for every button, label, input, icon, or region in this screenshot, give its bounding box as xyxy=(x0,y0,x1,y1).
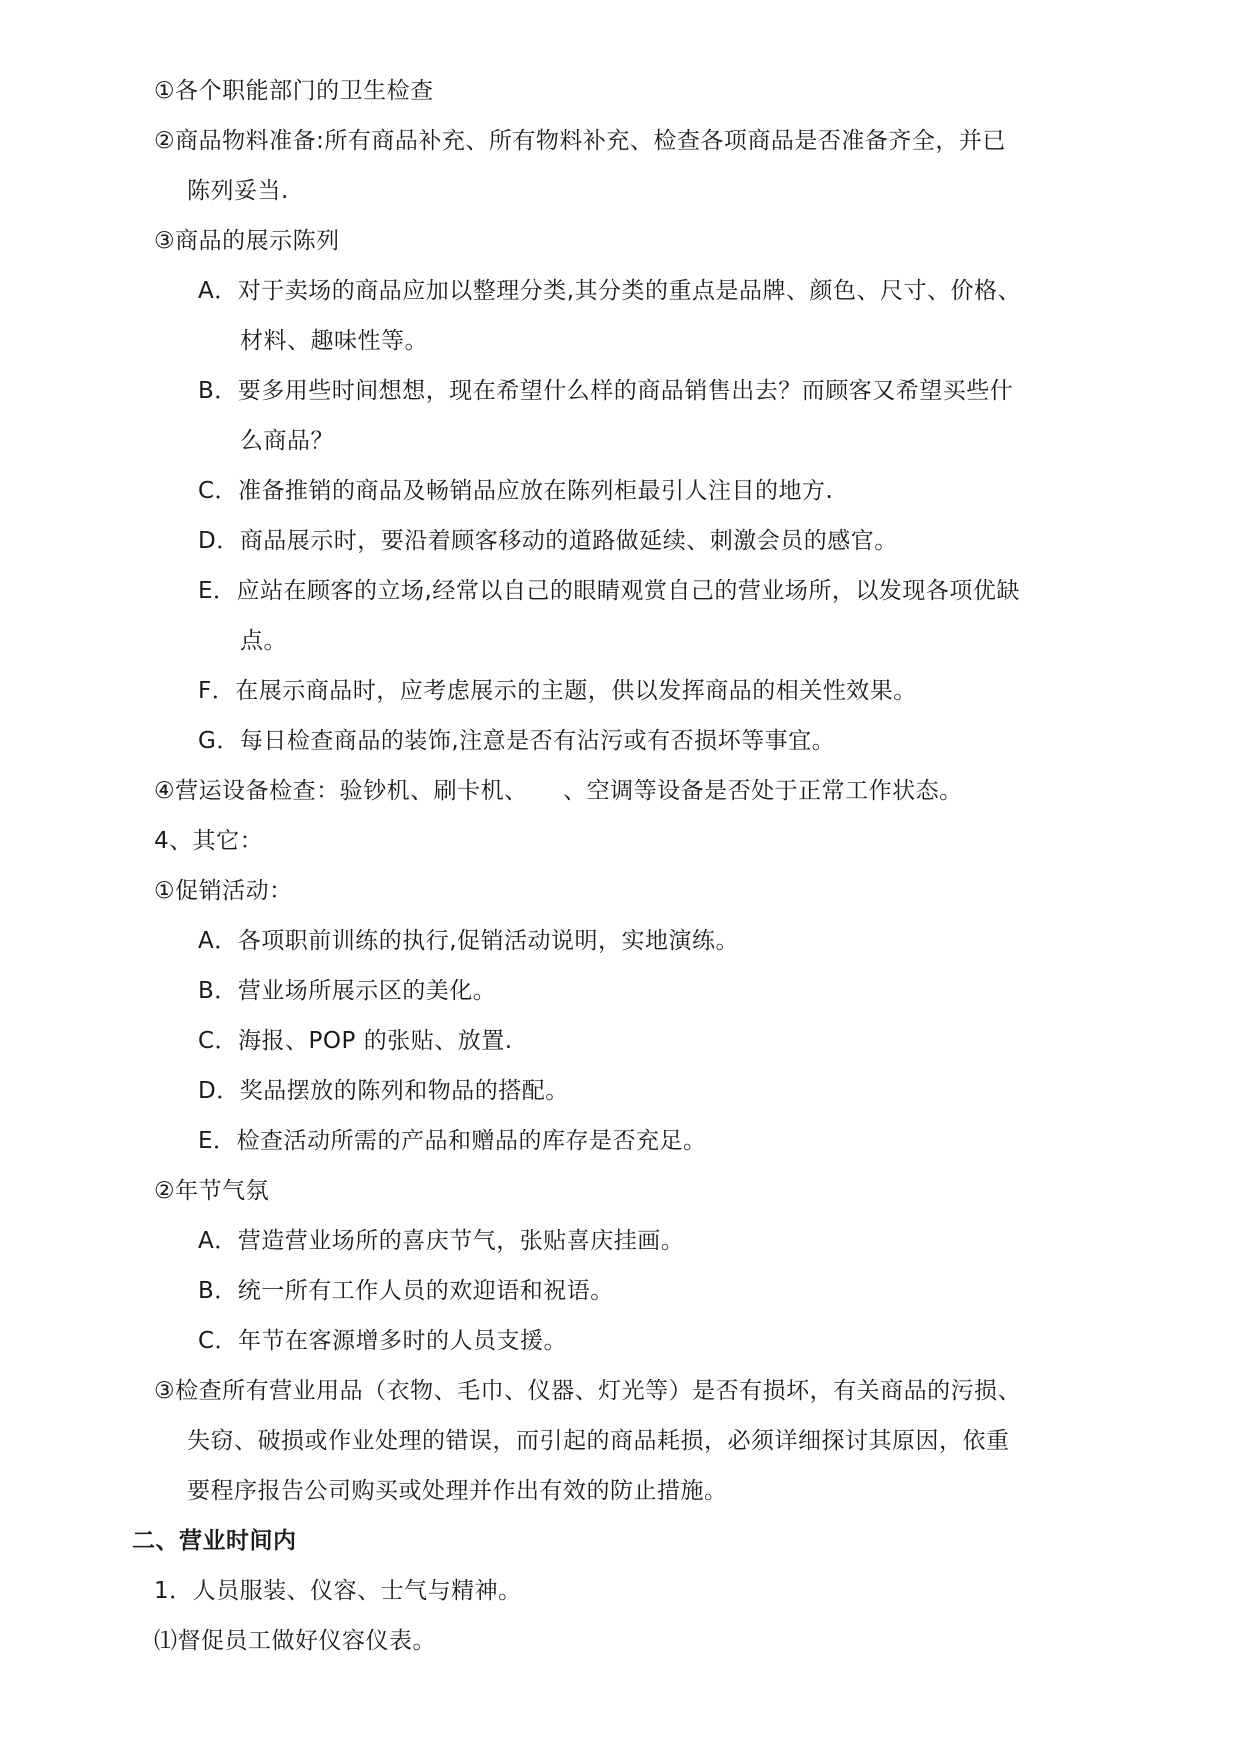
item-supervise-appearance: ⑴督促员工做好仪容仪表。 xyxy=(154,1628,436,1654)
item-festival: ②年节气氛 xyxy=(154,1178,270,1204)
promotion-e: E．检查活动所需的产品和赠品的库存是否充足。 xyxy=(198,1128,707,1154)
item-promotion: ①促销活动： xyxy=(154,878,293,904)
display-d: D．商品展示时，要沿着顾客移动的道路做延续、刺激会员的感官。 xyxy=(198,528,898,554)
item-supplies-check-cont2: 要程序报告公司购买或处理并作出有效的防止措施。 xyxy=(187,1478,728,1504)
display-g: G．每日检查商品的装饰,注意是否有沾污或有否损坏等事宜。 xyxy=(198,728,836,754)
item-display: ③商品的展示陈列 xyxy=(154,228,340,254)
festival-b: B．统一所有工作人员的欢迎语和祝语。 xyxy=(198,1278,614,1304)
promotion-d: D．奖品摆放的陈列和物品的搭配。 xyxy=(198,1078,569,1104)
item-sanitation-check: ①各个职能部门的卫生检查 xyxy=(154,78,434,104)
promotion-b: B．营业场所展示区的美化。 xyxy=(198,978,497,1004)
item-staff-appearance: 1．人员服装、仪容、士气与精神。 xyxy=(154,1578,522,1604)
item-merchandise-prep-cont: 陈列妥当. xyxy=(187,178,289,204)
promotion-c: C．海报、POP 的张贴、放置. xyxy=(198,1028,513,1054)
display-e-cont: 点。 xyxy=(240,628,287,654)
display-c: C．准备推销的商品及畅销品应放在陈列柜最引人注目的地方. xyxy=(198,478,834,504)
display-b: B．要多用些时间想想，现在希望什么样的商品销售出去？而顾客又希望买些什 xyxy=(198,378,1014,404)
item-supplies-check-cont1: 失窃、破损或作业处理的错误，而引起的商品耗损，必须详细探讨其原因，依重 xyxy=(187,1428,1010,1454)
display-b-cont: 么商品？ xyxy=(240,428,334,454)
promotion-a: A．各项职前训练的执行,促销活动说明，实地演练。 xyxy=(198,928,740,954)
section-other: 4、其它： xyxy=(154,828,264,854)
festival-a: A．营造营业场所的喜庆节气，张贴喜庆挂画。 xyxy=(198,1228,685,1254)
display-e: E．应站在顾客的立场,经常以自己的眼睛观赏自己的营业场所，以发现各项优缺 xyxy=(198,578,1020,604)
item-equipment-check: ④营运设备检查：验钞机、刷卡机、 、空调等设备是否处于正常工作状态。 xyxy=(154,778,963,804)
item-merchandise-prep: ②商品物料准备:所有商品补充、所有物料补充、检查各项商品是否准备齐全，并已 xyxy=(154,128,1006,154)
display-a: A．对于卖场的商品应加以整理分类,其分类的重点是品牌、颜色、尺寸、价格、 xyxy=(198,278,1022,304)
display-f: F．在展示商品时，应考虑展示的主题，供以发挥商品的相关性效果。 xyxy=(198,678,917,704)
section-heading-business-hours: 二、营业时间内 xyxy=(132,1528,297,1554)
display-a-cont: 材料、趣味性等。 xyxy=(240,328,428,354)
festival-c: C．年节在客源增多时的人员支援。 xyxy=(198,1328,568,1354)
item-supplies-check: ③检查所有营业用品（衣物、毛巾、仪器、灯光等）是否有损坏，有关商品的污损、 xyxy=(154,1378,1022,1404)
